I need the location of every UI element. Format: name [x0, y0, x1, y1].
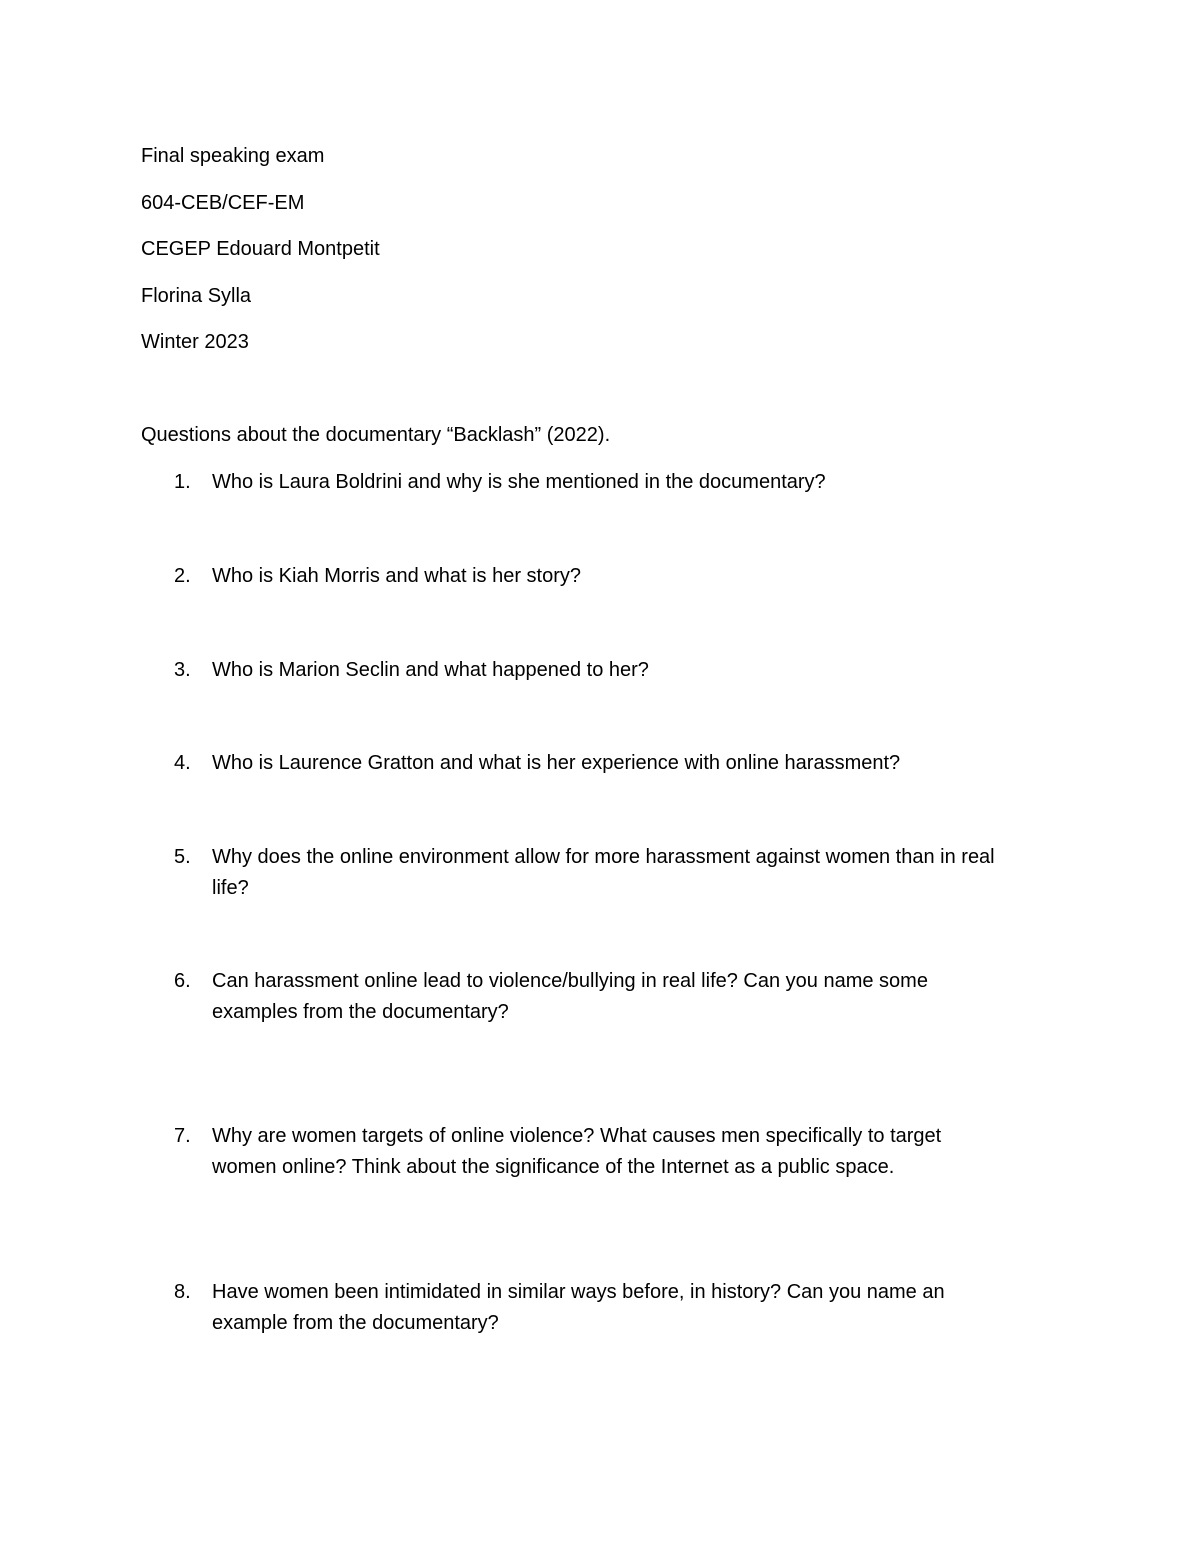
- term: Winter 2023: [141, 331, 249, 353]
- exam-title: Final speaking exam: [141, 145, 325, 167]
- question-number: 1.: [174, 471, 191, 493]
- question-number: 6.: [174, 970, 191, 992]
- course-code: 604-CEB/CEF-EM: [141, 192, 305, 214]
- question-text: Can harassment online lead to violence/bullying in real life? Can you name some examples from the documentary?: [212, 970, 928, 1023]
- question-text: Who is Kiah Morris and what is her story?: [212, 565, 582, 587]
- questions-intro: Questions about the documentary “Backlash” (2022).: [141, 424, 611, 446]
- question-number: 8.: [174, 1281, 191, 1303]
- question-text: Who is Laura Boldrini and why is she mentioned in the documentary?: [212, 471, 826, 493]
- institution-name: CEGEP Edouard Montpetit: [141, 238, 380, 260]
- question-number: 7.: [174, 1125, 191, 1147]
- question-text: Who is Laurence Gratton and what is her experience with online harassment?: [212, 752, 901, 774]
- question-number: 4.: [174, 752, 191, 774]
- question-text: Who is Marion Seclin and what happened to her?: [212, 659, 649, 681]
- question-text: Why does the online environment allow for more harassment against women than in real life?: [212, 846, 995, 899]
- question-text: Why are women targets of online violence? What causes men specifically to target women online? Think about the significance of the Internet as a public space.: [212, 1125, 942, 1178]
- question-text: Have women been intimidated in similar ways before, in history? Can you name an example from the documentary?: [212, 1281, 945, 1334]
- instructor-name: Florina Sylla: [141, 285, 252, 307]
- question-number: 2.: [174, 565, 191, 587]
- question-number: 5.: [174, 846, 191, 868]
- question-number: 3.: [174, 659, 191, 681]
